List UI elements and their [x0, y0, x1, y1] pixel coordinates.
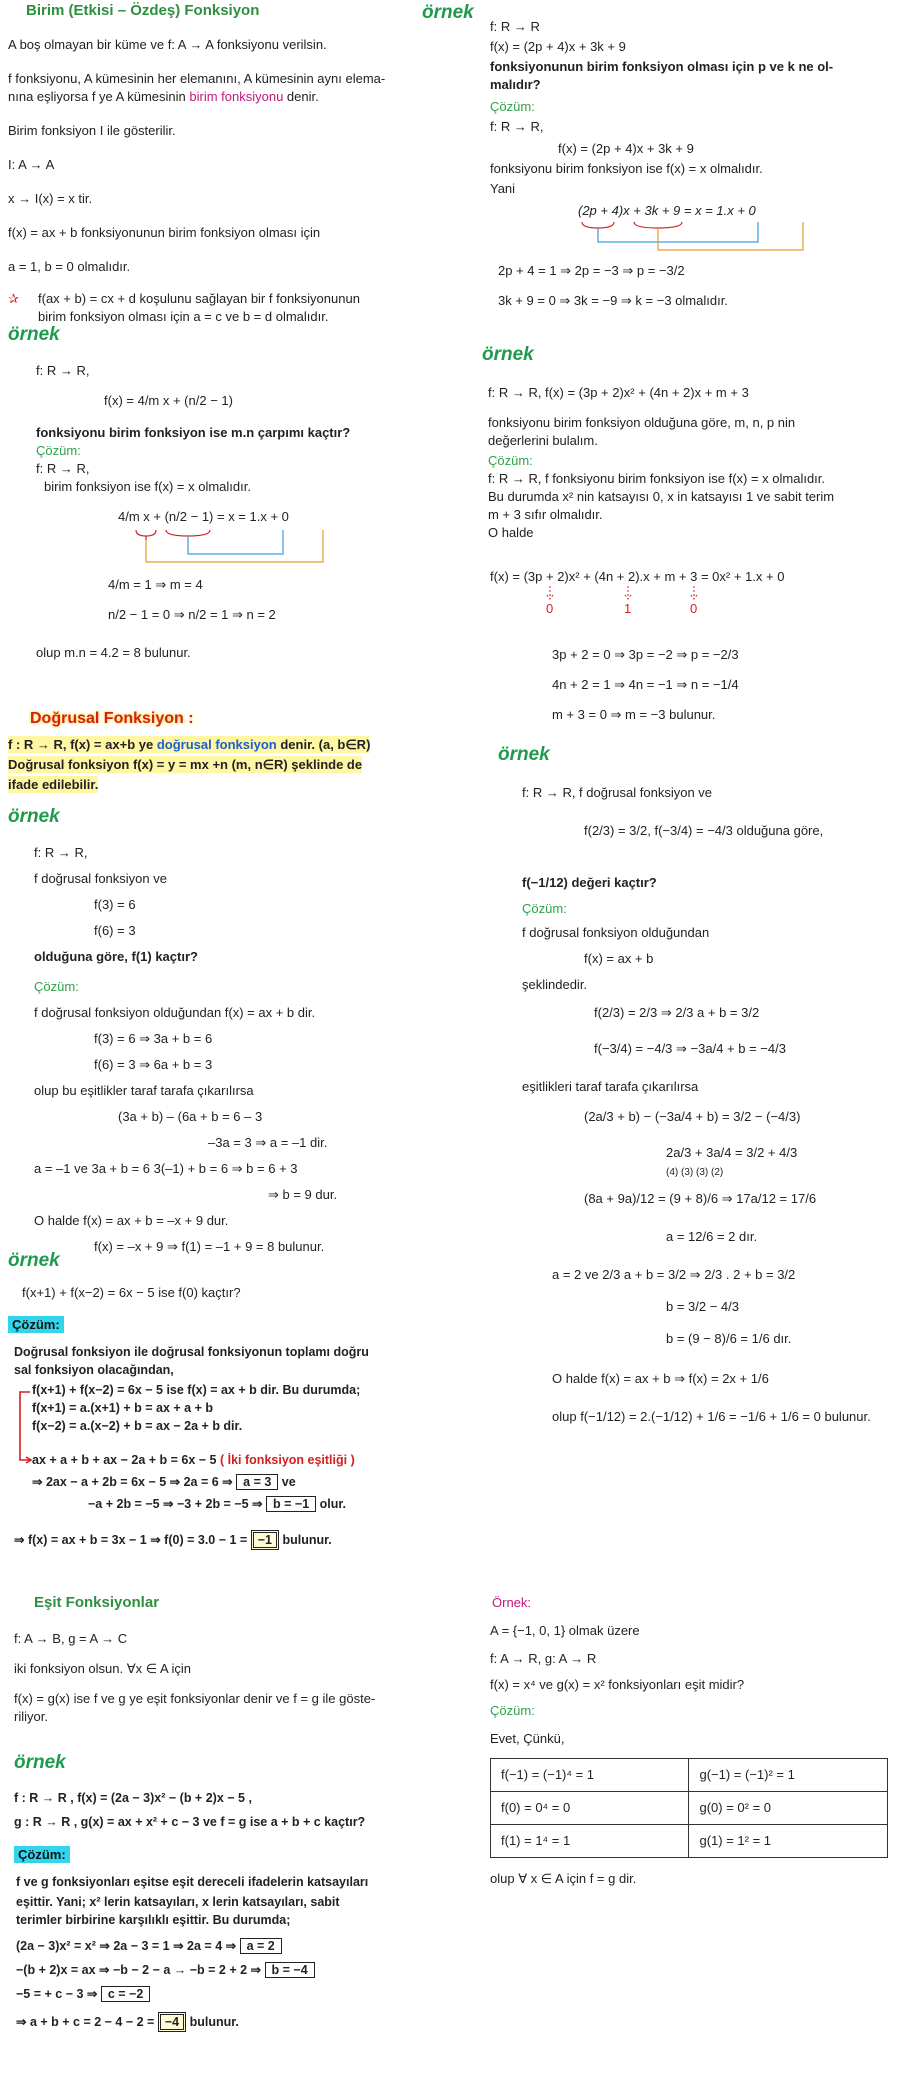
table-cell: g(1) = 1² = 1 — [689, 1825, 888, 1858]
ex7-s8b: (4) (3) (3) (2) — [666, 1167, 724, 1178]
identity-star-a: f(ax + b) = cx + d koşulunu sağlayan bir f fonksiyonunun — [38, 291, 360, 306]
table-cell: f(0) = 0⁴ = 0 — [491, 1792, 689, 1825]
ex8-l2: f: A → R, g: A → R — [490, 1651, 597, 1666]
ex7-cozum: Çözüm: — [522, 901, 567, 916]
equal-l1: f: A → B, g = A → C — [14, 1631, 128, 1646]
b-result-box: b = −1 — [266, 1496, 316, 1512]
ex1-s6: olup m.n = 4.2 = 8 bulunur. — [36, 645, 191, 660]
ex2-s9: O halde f(x) = ax + b = –x + 9 dur. — [34, 1213, 229, 1228]
ex7-s13: b = (9 − 8)/6 = 1/6 dır. — [666, 1331, 792, 1346]
ex3-cozum: Çözüm: — [8, 1316, 64, 1333]
linear-title: Doğrusal Fonksiyon : — [30, 710, 194, 727]
ex3-label: örnek — [8, 1250, 60, 1271]
ex8-l1: A = {−1, 0, 1} olmak üzere — [490, 1623, 640, 1638]
ex3-s3: f(x+1) + f(x−2) = 6x − 5 ise f(x) = ax + b dir. Bu durumda; — [32, 1383, 361, 1397]
ex2-s6: –3a = 3 ⇒ a = –1 dir. — [208, 1135, 328, 1150]
ex1-l2: f(x) = 4/m x + (n/2 − 1) — [104, 393, 233, 408]
ex5-q1: fonksiyonunun birim fonksiyon olması için p ve k ne ol- — [490, 59, 834, 74]
ex5-s2: f(x) = (2p + 4)x + 3k + 9 — [558, 141, 694, 156]
equal-l3a: f(x) = g(x) ise f ve g ye eşit fonksiyonlar denir ve f = g ile göste- — [14, 1691, 376, 1706]
ex4-cozum-wrap — [14, 1846, 70, 1863]
identity-p5: x → I(x) = x tir. — [8, 191, 93, 206]
identity-p6: f(x) = ax + b fonksiyonunun birim fonksiyon olması için — [8, 225, 321, 240]
ex1-label: örnek — [8, 324, 60, 345]
ex1-s1: f: R → R, — [36, 461, 90, 476]
ex2-s7: a = –1 ve 3a + b = 6 3(–1) + b = 6 ⇒ b = 6 + 3 — [34, 1161, 298, 1176]
ex7-s15: olup f(−1/12) = 2.(−1/12) + 1/6 = −1/6 + 1/6 = 0 bulunur. — [552, 1409, 871, 1424]
ex1-l1: f: R → R, — [36, 363, 90, 378]
ex8-cozum: Çözüm: — [490, 1703, 535, 1718]
table-cell: g(−1) = (−1)² = 1 — [689, 1759, 888, 1792]
ex8-s2: olup ∀ x ∈ A için f = g dir. — [490, 1871, 637, 1886]
ex3-question: f(x+1) + f(x−2) = 6x − 5 ise f(0) kaçtır? — [22, 1285, 241, 1300]
ex2-question: olduğuna göre, f(1) kaçtır? — [34, 949, 198, 964]
ex7-s12: b = 3/2 − 4/3 — [666, 1299, 740, 1314]
ex6-down-arrows — [488, 586, 748, 602]
ex5-l1: f: R → R — [490, 19, 540, 34]
ex2-s5: (3a + b) – (6a + b = 6 – 3 — [118, 1109, 263, 1124]
ex5-cozum: Çözüm: — [490, 99, 535, 114]
ex2-l3: f(3) = 6 — [94, 897, 136, 912]
ex8-label: Örnek: — [492, 1595, 532, 1610]
ex4-s7: ⇒ a + b + c = 2 − 4 − 2 = −4 bulunur. — [16, 2014, 239, 2031]
ex7-s14: O halde f(x) = ax + b ⇒ f(x) = 2x + 1/6 — [552, 1371, 769, 1386]
equal-title: Eşit Fonksiyonlar — [34, 1594, 160, 1611]
ex6-l1: f: R → R, f(x) = (3p + 2)x² + (4n + 2)x + m + 3 — [488, 385, 749, 400]
table-cell: g(0) = 0² = 0 — [689, 1792, 888, 1825]
ex5-s5: (2p + 4)x + 3k + 9 = x = 1.x + 0 — [578, 203, 756, 218]
table-cell: f(1) = 1⁴ = 1 — [491, 1825, 689, 1858]
ex2-s2: f(3) = 6 ⇒ 3a + b = 6 — [94, 1031, 213, 1046]
ex6-s6: 3p + 2 = 0 ⇒ 3p = −2 ⇒ p = −2/3 — [552, 647, 739, 662]
ex3-s2: sal fonksiyon olacağından, — [14, 1363, 174, 1377]
ex5-s1: f: R → R, — [490, 119, 544, 134]
ex4-s4: (2a − 3)x² = x² ⇒ 2a − 3 = 1 ⇒ 2a = 4 ⇒ a = 2 — [16, 1938, 282, 1955]
identity-p2a: f fonksiyonu, A kümesinin her elemanını, A kümesinin aynı elema- — [8, 71, 386, 86]
equal-l3b: riliyor. — [14, 1709, 48, 1724]
dogrusal-fonksiyon-term: doğrusal fonksiyon — [156, 737, 277, 752]
identity-title: Birim (Etkisi – Özdeş) Fonksiyon — [26, 2, 260, 19]
ex6-s1: f: R → R, f fonksiyonu birim fonksiyon ise f(x) = x olmalıdır. — [488, 471, 826, 486]
ex4-cozum: Çözüm: — [14, 1846, 70, 1863]
ex6-zero-1: 0 — [546, 601, 554, 616]
ex2-s8: ⇒ b = 9 dur. — [268, 1187, 338, 1202]
identity-p4: I: A → A — [8, 157, 55, 172]
ex5-s3: fonksiyonu birim fonksiyon ise f(x) = x olmalıdır. — [490, 161, 763, 176]
ex3-s5: f(x−2) = a.(x−2) + b = ax − 2a + b dir. — [32, 1419, 243, 1433]
ex2-s1: f doğrusal fonksiyon olduğundan f(x) = ax + b dir. — [34, 1005, 316, 1020]
linear-d3: ifade edilebilir. — [8, 777, 99, 792]
ex7-s8: 2a/3 + 3a/4 = 3/2 + 4/3 — [666, 1145, 798, 1160]
ex6-l2: fonksiyonu birim fonksiyon olduğuna göre, m, n, p nin — [488, 415, 796, 430]
ex6-cozum: Çözüm: — [488, 453, 533, 468]
ex5-s7: 3k + 9 = 0 ⇒ 3k = −9 ⇒ k = −3 olmalıdır. — [498, 293, 728, 308]
ex2-s10: f(x) = –x + 9 ⇒ f(1) = –1 + 9 = 8 bulunur. — [94, 1239, 325, 1254]
ex7-question: f(−1/12) değeri kaçtır? — [522, 875, 657, 890]
ex3-s7: ⇒ 2ax − a + 2b = 6x − 5 ⇒ 2a = 6 ⇒ a = 3 ve — [32, 1475, 296, 1489]
ex7-s11: a = 2 ve 2/3 a + b = 3/2 ⇒ 2/3 . 2 + b = 3/2 — [552, 1267, 796, 1282]
ex5-q2: malıdır? — [490, 77, 541, 92]
ex7-s5: f(−3/4) = −4/3 ⇒ −3a/4 + b = −4/3 — [594, 1041, 786, 1056]
ex4-s5: −(b + 2)x = ax ⇒ −b − 2 − a → −b = 2 + 2 ⇒ b = −4 — [16, 1962, 315, 1979]
ex5-s6: 2p + 4 = 1 ⇒ 2p = −3 ⇒ p = −3/2 — [498, 263, 685, 278]
ex4-s3: terimler birbirine karşılıklı eşittir. Bu durumda; — [16, 1913, 291, 1927]
ex1-coeff-arrows — [108, 528, 348, 568]
ex6-l3: değerlerini bulalım. — [488, 433, 598, 448]
c-result-box: c = −2 — [101, 1986, 150, 2002]
ex7-s7: (2a/3 + b) − (−3a/4 + b) = 3/2 − (−4/3) — [584, 1109, 801, 1124]
ex7-s1: f doğrusal fonksiyon olduğundan — [522, 925, 710, 940]
ex8-values-table — [490, 1758, 888, 1858]
ex5-label: örnek — [422, 2, 474, 23]
ex3-cozum-wrap — [8, 1316, 64, 1333]
ex7-label: örnek — [498, 744, 550, 765]
identity-p3: Birim fonksiyon I ile gösterilir. — [8, 123, 176, 138]
table-row — [491, 1792, 888, 1825]
ex2-label: örnek — [8, 806, 60, 827]
ex4-s2: eşittir. Yani; x² lerin katsayıları, x lerin katsayıları, sabit — [16, 1895, 340, 1909]
ex7-s6: eşitlikleri taraf tarafa çıkarılırsa — [522, 1079, 699, 1094]
ex2-s4: olup bu eşitlikler taraf tarafa çıkarılırsa — [34, 1083, 254, 1098]
linear-d1: f : R → R, f(x) = ax+b ye doğrusal fonksiyon denir. (a, b∈R) — [8, 737, 371, 752]
identity-star-b: birim fonksiyon olması için a = c ve b = d olmalıdır. — [38, 309, 329, 324]
ex1-question: fonksiyonu birim fonksiyon ise m.n çarpımı kaçtır? — [36, 425, 351, 440]
ex5-s4: Yani — [490, 181, 516, 196]
ex3-s4: f(x+1) = a.(x+1) + b = ax + a + b — [32, 1401, 213, 1415]
identity-p2b: nına eşliyorsa f ye A kümesinin birim fonksiyonu denir. — [8, 89, 319, 104]
identity-p7: a = 1, b = 0 olmalıdır. — [8, 259, 131, 274]
sum-result-box: −4 — [158, 2012, 186, 2032]
ex6-s5: f(x) = (3p + 2)x² + (4n + 2).x + m + 3 = 0x² + 1.x + 0 — [490, 569, 785, 584]
ex4-s1: f ve g fonksiyonları eşitse eşit dereceli ifadelerin katsayıları — [16, 1875, 369, 1889]
ex7-s9: (8a + 9a)/12 = (9 + 8)/6 ⇒ 17a/12 = 17/6 — [584, 1191, 817, 1206]
ex2-l2: f doğrusal fonksiyon ve — [34, 871, 167, 886]
ex6-one: 1 — [624, 601, 632, 616]
ex1-s4: 4/m = 1 ⇒ m = 4 — [108, 577, 203, 592]
birim-fonksiyonu-term: birim fonksiyonu — [189, 89, 284, 104]
linear-d2: Doğrusal fonksiyon f(x) = y = mx +n (m, n∈R) şeklinde de — [8, 757, 363, 772]
ex6-s7: 4n + 2 = 1 ⇒ 4n = −1 ⇒ n = −1/4 — [552, 677, 739, 692]
identity-p1: A boş olmayan bir küme ve f: A → A fonksiyonu verilsin. — [8, 37, 327, 52]
a-result-box: a = 3 — [236, 1474, 278, 1490]
ex7-l1: f: R → R, f doğrusal fonksiyon ve — [522, 785, 713, 800]
ex7-s4: f(2/3) = 2/3 ⇒ 2/3 a + b = 3/2 — [594, 1005, 760, 1020]
ex4-label: örnek — [14, 1752, 66, 1773]
table-cell: f(−1) = (−1)⁴ = 1 — [491, 1759, 689, 1792]
table-row — [491, 1825, 888, 1858]
ex7-l2: f(2/3) = 3/2, f(−3/4) = −4/3 olduğuna göre, — [584, 823, 824, 838]
ex5-l2: f(x) = (2p + 4)x + 3k + 9 — [490, 39, 626, 54]
ex7-s3: şeklindedir. — [522, 977, 588, 992]
ex6-zero-2: 0 — [690, 601, 698, 616]
equal-l2: iki fonksiyon olsun. ∀x ∈ A için — [14, 1661, 192, 1676]
ex6-s4: O halde — [488, 525, 534, 540]
ex7-s2: f(x) = ax + b — [584, 951, 654, 966]
ex4-s6: −5 = + c − 3 ⇒ c = −2 — [16, 1986, 150, 2003]
ex1-cozum: Çözüm: — [36, 443, 81, 458]
table-row — [491, 1759, 888, 1792]
ex4-l1: f : R → R , f(x) = (2a − 3)x² − (b + 2)x − 5 , — [14, 1791, 252, 1805]
star-icon: ✰ — [8, 291, 19, 306]
ex6-label: örnek — [482, 344, 534, 365]
b4-result-box: b = −4 — [265, 1962, 315, 1978]
ex3-s1: Doğrusal fonksiyon ile doğrusal fonksiyonun toplamı doğru — [14, 1345, 369, 1359]
ex4-l2: g : R → R , g(x) = ax + x² + c − 3 ve f = g ise a + b + c kaçtır? — [14, 1815, 366, 1829]
ex1-s2: birim fonksiyon ise f(x) = x olmalıdır. — [44, 479, 251, 494]
ex3-s6: ax + a + b + ax − 2a + b = 6x − 5 ( İki fonksiyon eşitliği ) — [32, 1453, 355, 1467]
ex3-s9: ⇒ f(x) = ax + b = 3x − 1 ⇒ f(0) = 3.0 − 1 = −1 bulunur. — [14, 1532, 332, 1549]
ex3-s8: −a + 2b = −5 ⇒ −3 + 2b = −5 ⇒ b = −1 olur. — [88, 1497, 347, 1511]
ex8-l3: f(x) = x⁴ ve g(x) = x² fonksiyonları eşit midir? — [490, 1677, 745, 1692]
ex2-l4: f(6) = 3 — [94, 923, 136, 938]
f0-result-box: −1 — [251, 1530, 279, 1550]
ex6-s2: Bu durumda x² nin katsayısı 0, x in katsayısı 1 ve sabit terim — [488, 489, 835, 504]
ex2-s3: f(6) = 3 ⇒ 6a + b = 3 — [94, 1057, 213, 1072]
ex6-s8: m + 3 = 0 ⇒ m = −3 bulunur. — [552, 707, 716, 722]
ex5-coeff-arrows — [578, 220, 838, 256]
a2-result-box: a = 2 — [240, 1938, 282, 1954]
ex1-s3: 4/m x + (n/2 − 1) = x = 1.x + 0 — [118, 509, 289, 524]
ex8-s1: Evet, Çünkü, — [490, 1731, 565, 1746]
ex1-s5: n/2 − 1 = 0 ⇒ n/2 = 1 ⇒ n = 2 — [108, 607, 276, 622]
ex2-l1: f: R → R, — [34, 845, 88, 860]
ex6-s3: m + 3 sıfır olmalıdır. — [488, 507, 603, 522]
ex2-cozum: Çözüm: — [34, 979, 79, 994]
ex7-s10: a = 12/6 = 2 dır. — [666, 1229, 758, 1244]
